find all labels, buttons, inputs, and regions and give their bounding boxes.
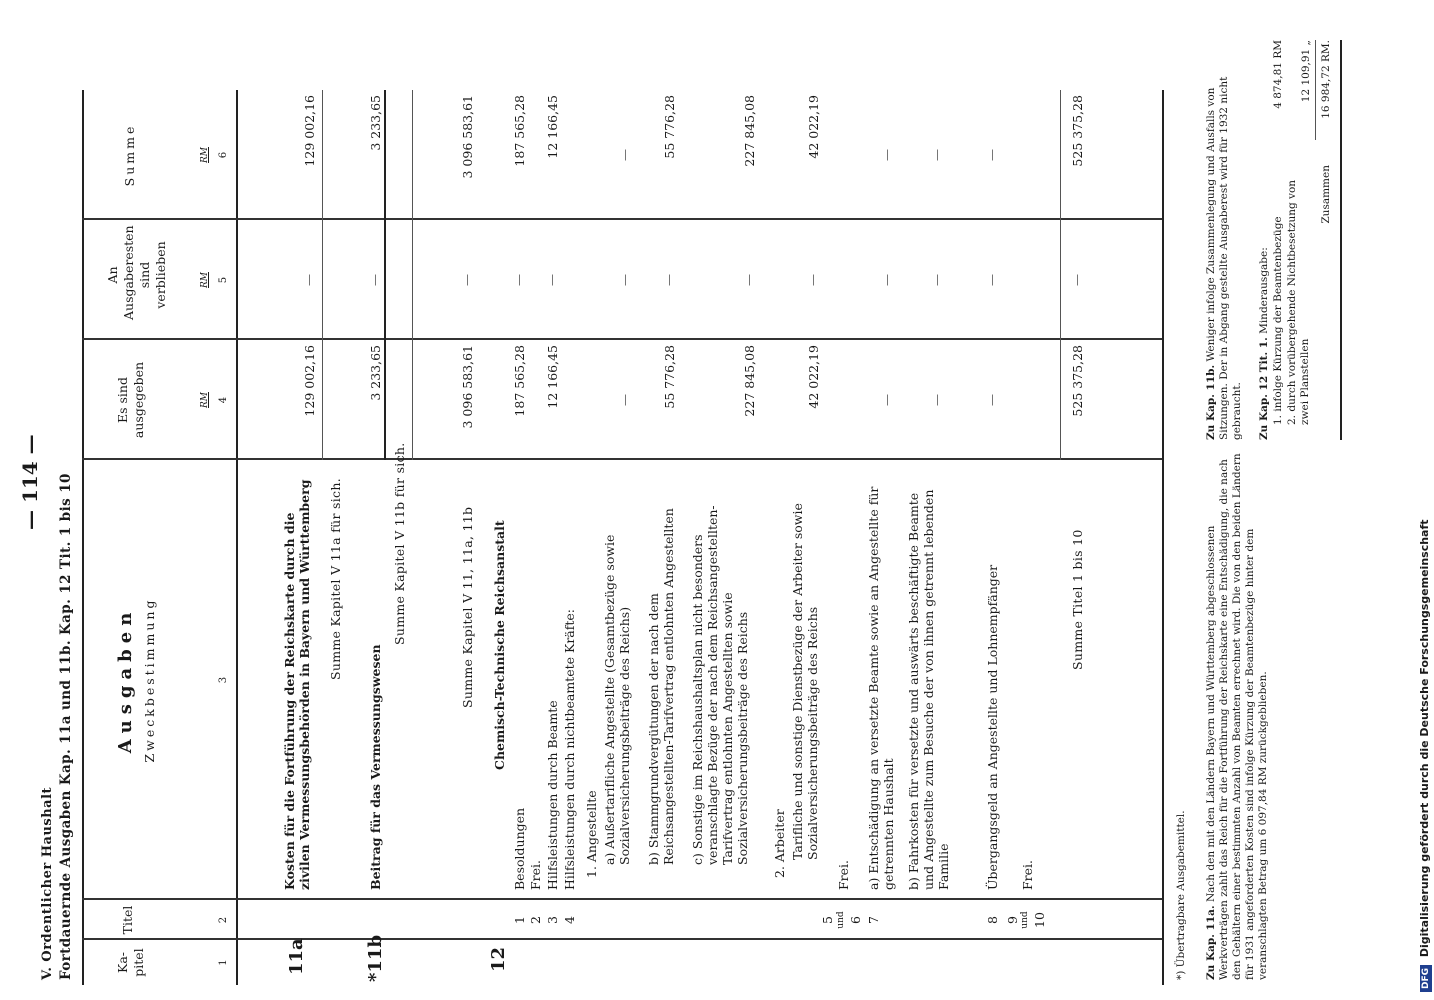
titel-7b-summe: — bbox=[930, 149, 944, 161]
kapitel-11a: 11a bbox=[286, 938, 307, 975]
titel-4-angestellte: 1. Angestellte bbox=[584, 790, 599, 878]
titel-3: 3 bbox=[545, 916, 560, 924]
titel-1-reste: — bbox=[512, 274, 526, 286]
titel-4-arbeiter: 2. Arbeiter bbox=[772, 809, 787, 878]
titel-4a-ausgegeben: — bbox=[618, 394, 632, 406]
titel-1: 1 bbox=[512, 916, 527, 924]
titel-4-2-ausgegeben: 42 022,19 bbox=[806, 345, 821, 409]
titel-3-summe: 12 166,45 bbox=[545, 95, 560, 159]
titel-3-text: Hilfsleistungen durch Beamte bbox=[545, 700, 560, 890]
titel-10: 10 bbox=[1032, 912, 1047, 928]
footnote-11b-label: Zu Kap. 11b. bbox=[1205, 364, 1217, 440]
kapitel-11-all-ausgegeben: 3 096 583,61 bbox=[460, 345, 475, 429]
titel-8: 8 bbox=[985, 916, 1000, 924]
kapitel-11b: *11b bbox=[365, 934, 386, 982]
kapitel-12-title: Chemisch-Technische Reichsanstalt bbox=[492, 520, 507, 770]
titel-2-text: Frei. bbox=[528, 859, 543, 890]
footnote-12-item2: 2. durch vorübergehende Nichtbesetzung von zwei Planstellen bbox=[1286, 179, 1311, 425]
total-summe: 525 375,28 bbox=[1070, 95, 1085, 167]
rule-11b bbox=[384, 90, 386, 460]
footnote-12-item1-value: 4 874,81 RM bbox=[1272, 40, 1284, 109]
kapitel-11a-text: Kosten für die Fortführung der Reichskarte durch die zivilen Vermessungsbehörden in Bayern und Württemberg bbox=[282, 479, 312, 890]
total-ausgegeben: 525 375,28 bbox=[1070, 345, 1085, 417]
kapitel-11a-reste: — bbox=[302, 274, 316, 286]
kapitel-11-all-total: Summe Kapitel V 11, 11a, 11b bbox=[460, 506, 475, 708]
col-num-4: 4 bbox=[218, 396, 229, 404]
titel-4-2-text: Tarifliche und sonstige Dienstbezüge der Arbeiter sowie Sozialversicherungsbeiträge des Reichs bbox=[790, 503, 820, 860]
titel-4-text: Hilfsleistungen durch nichtbeamtete Kräfte: bbox=[562, 608, 577, 890]
footnote-12-text: Minderausgabe: bbox=[1258, 247, 1270, 334]
titel-7b-text: b) Fahrkosten für versetzte und auswärts beschäftigte Beamte und Angestellte zum Besuche der von ihnen getrennt lebenden Familie bbox=[906, 489, 951, 890]
footnote-12 bbox=[1258, 40, 1271, 440]
footnote-12-total-label: Zusammen bbox=[1320, 165, 1332, 224]
titel-7a-ausgegeben: — bbox=[880, 394, 894, 406]
col-divider-2 bbox=[82, 899, 1162, 901]
rule-11b-2 bbox=[412, 90, 413, 460]
kapitel-11a-total: Summe Kapitel V 11a für sich. bbox=[328, 478, 343, 680]
footnote-12-rule bbox=[1315, 40, 1316, 140]
titel-4c-text: c) Sonstige im Reichshaushaltsplan nicht besonders veranschlagte Bezüge der nach dem Reichsangestellten-Tarifvertrag entlohnten Angestellten sowie Sozialversicherungsbeiträge des Reichs bbox=[690, 505, 750, 865]
footnote-11a-label: Zu Kap. 11a. bbox=[1205, 905, 1217, 980]
titel-4b-summe: 55 776,28 bbox=[662, 95, 677, 159]
kapitel-11-all-reste: — bbox=[460, 274, 474, 286]
titel-7a-summe: — bbox=[880, 149, 894, 161]
total-rule bbox=[1060, 90, 1061, 460]
col-head-ausgabereste: An Ausgaberesten sind verblieben bbox=[105, 225, 168, 320]
titel-8-summe: — bbox=[985, 149, 999, 161]
titel-4-2-summe: 42 022,19 bbox=[806, 95, 821, 159]
col-divider-1 bbox=[82, 939, 1162, 941]
kapitel-11b-total: Summe Kapitel V 11b für sich. bbox=[392, 442, 407, 645]
page-subtitle: Fortdauernde Ausgaben Kap. 11a und 11b. Kap. 12 Tit. 1 bis 10 bbox=[58, 473, 74, 980]
col-head-summe: Summe bbox=[122, 123, 137, 187]
dfg-credit-text: Digitalisierung gefördert durch die Deutsche Forschungsgemeinschaft bbox=[1418, 519, 1431, 958]
col-head-titel: Titel bbox=[120, 905, 135, 935]
unit-col-5: RM bbox=[200, 272, 210, 288]
table-bottom-rule bbox=[1162, 90, 1164, 985]
kapitel-11a-ausgegeben: 129 002,16 bbox=[302, 345, 317, 417]
titel-4: 4 bbox=[562, 916, 577, 924]
footnote-12-label: Zu Kap. 12 Tit. 1. bbox=[1258, 337, 1270, 440]
rule-11a bbox=[322, 90, 323, 460]
section-title: V. Ordentlicher Haushalt bbox=[40, 786, 55, 980]
titel-8-reste: — bbox=[985, 274, 999, 286]
titel-5-6-text: Frei. bbox=[836, 859, 851, 890]
titel-8-text: Übergangsgeld an Angestellte und Lohnempfänger bbox=[985, 564, 1000, 890]
col-head-ausgegeben: Es sind ausgegeben bbox=[115, 361, 146, 439]
dfg-credit bbox=[1418, 519, 1432, 992]
titel-7a-reste: — bbox=[880, 274, 894, 286]
kapitel-11-all-summe: 3 096 583,61 bbox=[460, 95, 475, 179]
footnote-12-total-value: 16 984,72 RM. bbox=[1320, 40, 1332, 119]
titel-2: 2 bbox=[528, 916, 543, 924]
titel-1-text: Besoldungen bbox=[512, 807, 527, 890]
col-num-1: 1 bbox=[218, 959, 229, 966]
titel-7b-reste: — bbox=[930, 274, 944, 286]
col-head-ausgaben: Ausgaben bbox=[115, 606, 136, 754]
titel-3-ausgegeben: 12 166,45 bbox=[545, 345, 560, 409]
titel-4b-reste: — bbox=[662, 274, 676, 286]
titel-4a-reste: — bbox=[618, 274, 632, 286]
footnote-bottom-rule bbox=[1340, 40, 1342, 440]
total-reste: — bbox=[1070, 274, 1084, 286]
footnote-12-item1: 1. infolge Kürzung der Beamtenbezüge bbox=[1272, 216, 1284, 425]
titel-4c-ausgegeben: 227 845,08 bbox=[742, 345, 757, 417]
titel-4-2-reste: — bbox=[806, 274, 820, 286]
titel-6: 6 bbox=[848, 916, 863, 924]
titel-4b-ausgegeben: 55 776,28 bbox=[662, 345, 677, 409]
titel-4c-reste: — bbox=[742, 274, 756, 286]
titel-3-reste: — bbox=[545, 274, 559, 286]
col-num-3: 3 bbox=[218, 676, 229, 684]
titel-1-summe: 187 565,28 bbox=[512, 95, 527, 167]
footnote-star: *) Übertragbare Ausgabemittel. bbox=[1175, 810, 1187, 980]
table-top-rule bbox=[82, 90, 84, 985]
titel-7b-ausgegeben: — bbox=[930, 394, 944, 406]
kapitel-11b-summe: 3 233,65 bbox=[368, 95, 383, 151]
footnote-12-item2-value: 12 109,91 „ bbox=[1300, 40, 1312, 103]
col-num-6: 6 bbox=[218, 151, 229, 159]
titel-8-ausgegeben: — bbox=[985, 394, 999, 406]
titel-7: 7 bbox=[866, 916, 881, 924]
titel-4a-text: a) Außertarifliche Angestellte (Gesamtbezüge sowie Sozialversicherungsbeiträge des Reichs) bbox=[602, 534, 632, 865]
dfg-logo: DFG bbox=[1420, 965, 1432, 992]
footnote-11b bbox=[1205, 40, 1244, 440]
col-head-kapitel: Ka-pitel bbox=[115, 948, 146, 977]
kapitel-11b-text: Beitrag für das Vermessungswesen bbox=[368, 644, 383, 890]
col-num-5: 5 bbox=[218, 276, 229, 284]
titel-4c-summe: 227 845,08 bbox=[742, 95, 757, 167]
titel-9-10-text: Frei. bbox=[1020, 859, 1035, 890]
titel-5: 5 bbox=[820, 916, 835, 924]
kapitel-11b-reste: — bbox=[368, 274, 382, 286]
col-head-zweck: Zweckbestimmung bbox=[142, 597, 157, 763]
footnote-11a bbox=[1205, 450, 1270, 980]
titel-9-10-und: und bbox=[1020, 911, 1030, 929]
titel-4b-text: b) Stammgrundvergütungen der nach dem Reichsangestellten-Tarifvertrag entlohnten Angestellten bbox=[646, 508, 676, 865]
header-bottom-rule bbox=[236, 90, 238, 985]
titel-9: 9 bbox=[1005, 916, 1020, 924]
titel-1-ausgegeben: 187 565,28 bbox=[512, 345, 527, 417]
titel-5-6-und: und bbox=[836, 911, 846, 929]
col-num-2: 2 bbox=[218, 916, 229, 924]
footnote-11b-text: Weniger infolge Zusammenlegung und Ausfalls von Sitzungen. Der in Abgang gestellte Ausgaberest wird für 1932 nicht gebraucht. bbox=[1205, 76, 1243, 440]
footnote-11a-text: Nach den mit den Ländern Bayern und Württemberg abgeschlossenen Werkverträgen zahlt das Reich für die Fortführung der Reichskarte eine Entschädigung, die nach den Gehältern einer bestimmten Anzahl von Beamten errechnet wird. Die von den beiden Ländern für 1931 angeforderten Kosten sind infolge Kürzung der Beamtenbezüge hinter dem veranschlagten Betrag um 6 097,84 RM zurückgeblieben. bbox=[1205, 453, 1269, 980]
kapitel-12: 12 bbox=[488, 946, 509, 972]
kapitel-11a-summe: 129 002,16 bbox=[302, 95, 317, 167]
titel-7a-text: a) Entschädigung an versetzte Beamte sowie an Angestellte für getrennten Haushalt bbox=[866, 486, 896, 890]
total-label: Summe Titel 1 bis 10 bbox=[1070, 529, 1085, 670]
page-number: — 114 — bbox=[18, 434, 42, 530]
unit-col-4: RM bbox=[200, 392, 210, 408]
unit-col-6: RM bbox=[200, 147, 210, 163]
titel-4a-summe: — bbox=[618, 149, 632, 161]
kapitel-11b-ausgegeben: 3 233,65 bbox=[368, 345, 383, 401]
